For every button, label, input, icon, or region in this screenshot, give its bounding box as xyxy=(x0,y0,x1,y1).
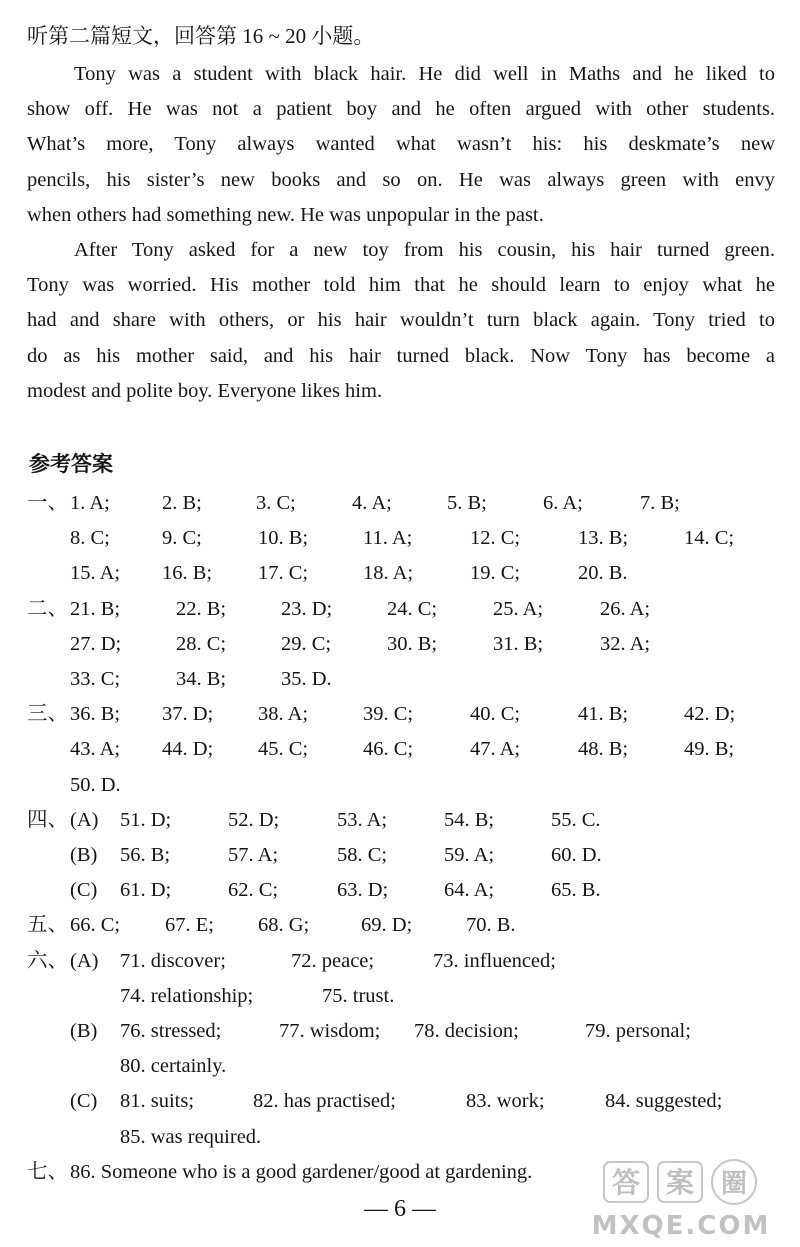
part-label: (A) xyxy=(70,949,99,972)
answer-item: 35. D. xyxy=(281,668,332,690)
answer-item: 52. D; xyxy=(228,808,280,831)
answer-item: 39. C; xyxy=(363,703,414,726)
answer-item: 41. B; xyxy=(578,703,629,726)
answer-item: 72. peace; xyxy=(291,949,375,972)
answer-item: 37. D; xyxy=(162,703,214,726)
passage-line: Tony was worried. His mother told him that he should learn to enjoy what he xyxy=(27,274,775,297)
section-2-label: 二、 xyxy=(27,597,68,620)
answer-item: 38. A; xyxy=(258,703,309,726)
answer-item: 58. C; xyxy=(337,844,388,866)
answer-item: 65. B. xyxy=(551,879,601,902)
answer-item: 48. B; xyxy=(578,738,629,761)
answer-item: 57. A; xyxy=(228,844,279,866)
answer-item: 60. D. xyxy=(551,844,602,866)
answer-item: 61. D; xyxy=(120,879,172,902)
answer-item: 86. Someone who is a good gardener/good at gardening. xyxy=(70,1160,533,1183)
answer-item: 24. C; xyxy=(387,597,438,620)
answer-item: 18. A; xyxy=(363,562,414,585)
answer-item: 56. B; xyxy=(120,844,171,866)
answer-item: 5. B; xyxy=(447,492,487,514)
part-label: (C) xyxy=(70,1090,98,1113)
answer-item: 42. D; xyxy=(684,703,736,726)
answer-item: 66. C; xyxy=(70,914,121,937)
answer-item: 47. A; xyxy=(470,738,521,761)
answer-item: 16. B; xyxy=(162,562,213,585)
answer-item: 77. wisdom; xyxy=(279,1020,381,1042)
passage xyxy=(27,57,775,409)
section-5-label: 五、 xyxy=(27,914,68,937)
answer-item: 9. C; xyxy=(162,527,202,550)
answer-item: 75. trust. xyxy=(322,984,395,1007)
svg-text:圈: 圈 xyxy=(720,1169,748,1199)
answer-item: 14. C; xyxy=(684,527,735,550)
answer-item: 51. D; xyxy=(120,808,172,831)
passage-line: pencils, his sister’s new books and so on. He was always green with envy xyxy=(27,168,775,191)
svg-text:案: 案 xyxy=(665,1166,695,1199)
section-3-label: 三、 xyxy=(27,703,68,726)
answer-item: 69. D; xyxy=(361,914,413,937)
answer-item: 55. C. xyxy=(551,808,601,831)
answer-item: 80. certainly. xyxy=(120,1055,227,1078)
answer-item: 34. B; xyxy=(176,668,227,690)
answer-item: 8. C; xyxy=(70,527,110,550)
answer-item: 17. C; xyxy=(258,562,309,585)
part-label: (B) xyxy=(70,1020,98,1042)
answer-item: 26. A; xyxy=(600,597,651,620)
answer-item: 54. B; xyxy=(444,808,495,831)
svg-text:答: 答 xyxy=(611,1166,641,1199)
page-number: — 6 — xyxy=(364,1196,436,1222)
answer-item: 68. G; xyxy=(258,914,310,937)
answer-item: 29. C; xyxy=(281,632,332,655)
answer-item: 4. A; xyxy=(352,492,392,514)
answer-item: 33. C; xyxy=(70,668,121,690)
answer-item: 50. D. xyxy=(70,773,121,796)
part-label: (C) xyxy=(70,879,98,902)
answer-item: 30. B; xyxy=(387,632,438,655)
answer-item: 22. B; xyxy=(176,597,227,620)
watermark-logo xyxy=(586,1158,776,1242)
answer-item: 3. C; xyxy=(256,492,296,514)
passage-line: had and share with others, or his hair wouldn’t turn black again. Tony tried to xyxy=(27,309,775,332)
svg-text:MXQE.COM: MXQE.COM xyxy=(591,1211,771,1241)
passage-line: when others had something new. He was unpopular in the past. xyxy=(27,203,544,226)
answer-item: 74. relationship; xyxy=(120,984,254,1007)
answer-item: 85. was required. xyxy=(120,1125,262,1148)
answer-item: 1. A; xyxy=(70,492,110,514)
answer-item: 82. has practised; xyxy=(253,1090,396,1113)
answer-item: 32. A; xyxy=(600,632,651,655)
part-label: (B) xyxy=(70,844,98,866)
answer-item: 12. C; xyxy=(470,527,521,550)
answer-item: 7. B; xyxy=(640,492,680,514)
answer-item: 21. B; xyxy=(70,597,121,620)
listening-instruction: 听第二篇短文，回答第 16 ~ 20 小题。 xyxy=(27,24,375,48)
answer-item: 2. B; xyxy=(162,492,202,514)
passage-line: modest and polite boy. Everyone likes him. xyxy=(27,379,383,402)
answer-item: 6. A; xyxy=(543,492,583,514)
section-1-label: 一、 xyxy=(27,492,68,514)
passage-line: What’s more, Tony always wanted what wasn’t his: his deskmate’s new xyxy=(27,133,775,156)
section-4-label: 四、 xyxy=(27,808,68,831)
answer-item: 59. A; xyxy=(444,844,495,866)
answer-item: 44. D; xyxy=(162,738,214,761)
section-7-label: 七、 xyxy=(27,1160,68,1183)
answer-item: 15. A; xyxy=(70,562,121,585)
answer-item: 20. B. xyxy=(578,562,628,585)
answer-item: 71. discover; xyxy=(120,949,226,972)
answer-item: 43. A; xyxy=(70,738,121,761)
answer-item: 49. B; xyxy=(684,738,735,761)
answer-item: 45. C; xyxy=(258,738,309,761)
answer-item: 63. D; xyxy=(337,879,389,902)
answer-item: 53. A; xyxy=(337,808,388,831)
answer-item: 13. B; xyxy=(578,527,629,550)
passage-line: do as his mother said, and his hair turned black. Now Tony has become a xyxy=(27,344,775,367)
answer-item: 10. B; xyxy=(258,527,309,550)
answer-item: 67. E; xyxy=(165,914,214,937)
part-label: (A) xyxy=(70,808,99,831)
answer-item: 70. B. xyxy=(466,914,516,937)
answer-item: 36. B; xyxy=(70,703,121,726)
answer-item: 11. A; xyxy=(363,527,413,550)
answer-item: 73. influenced; xyxy=(433,949,556,972)
answer-item: 62. C; xyxy=(228,879,279,902)
answer-item: 28. C; xyxy=(176,632,227,655)
answer-item: 23. D; xyxy=(281,597,333,620)
answer-item: 64. A; xyxy=(444,879,495,902)
passage-line: show off. He was not a patient boy and he often argued with other students. xyxy=(27,98,775,121)
answer-item: 27. D; xyxy=(70,632,122,655)
answer-item: 81. suits; xyxy=(120,1090,195,1113)
answers-heading: 参考答案 xyxy=(29,452,113,476)
answer-item: 76. stressed; xyxy=(120,1020,222,1042)
answer-item: 25. A; xyxy=(493,597,544,620)
section-6-label: 六、 xyxy=(27,949,68,972)
answer-item: 78. decision; xyxy=(414,1020,519,1042)
answer-item: 19. C; xyxy=(470,562,521,585)
answer-item: 84. suggested; xyxy=(605,1090,723,1113)
answer-item: 46. C; xyxy=(363,738,414,761)
answer-item: 79. personal; xyxy=(585,1020,691,1042)
answer-item: 31. B; xyxy=(493,632,544,655)
answer-item: 40. C; xyxy=(470,703,521,726)
answer-item: 83. work; xyxy=(466,1090,545,1113)
passage-line: Tony was a student with black hair. He did well in Maths and he liked to xyxy=(74,63,775,85)
passage-line: After Tony asked for a new toy from his cousin, his hair turned green. xyxy=(74,239,775,262)
